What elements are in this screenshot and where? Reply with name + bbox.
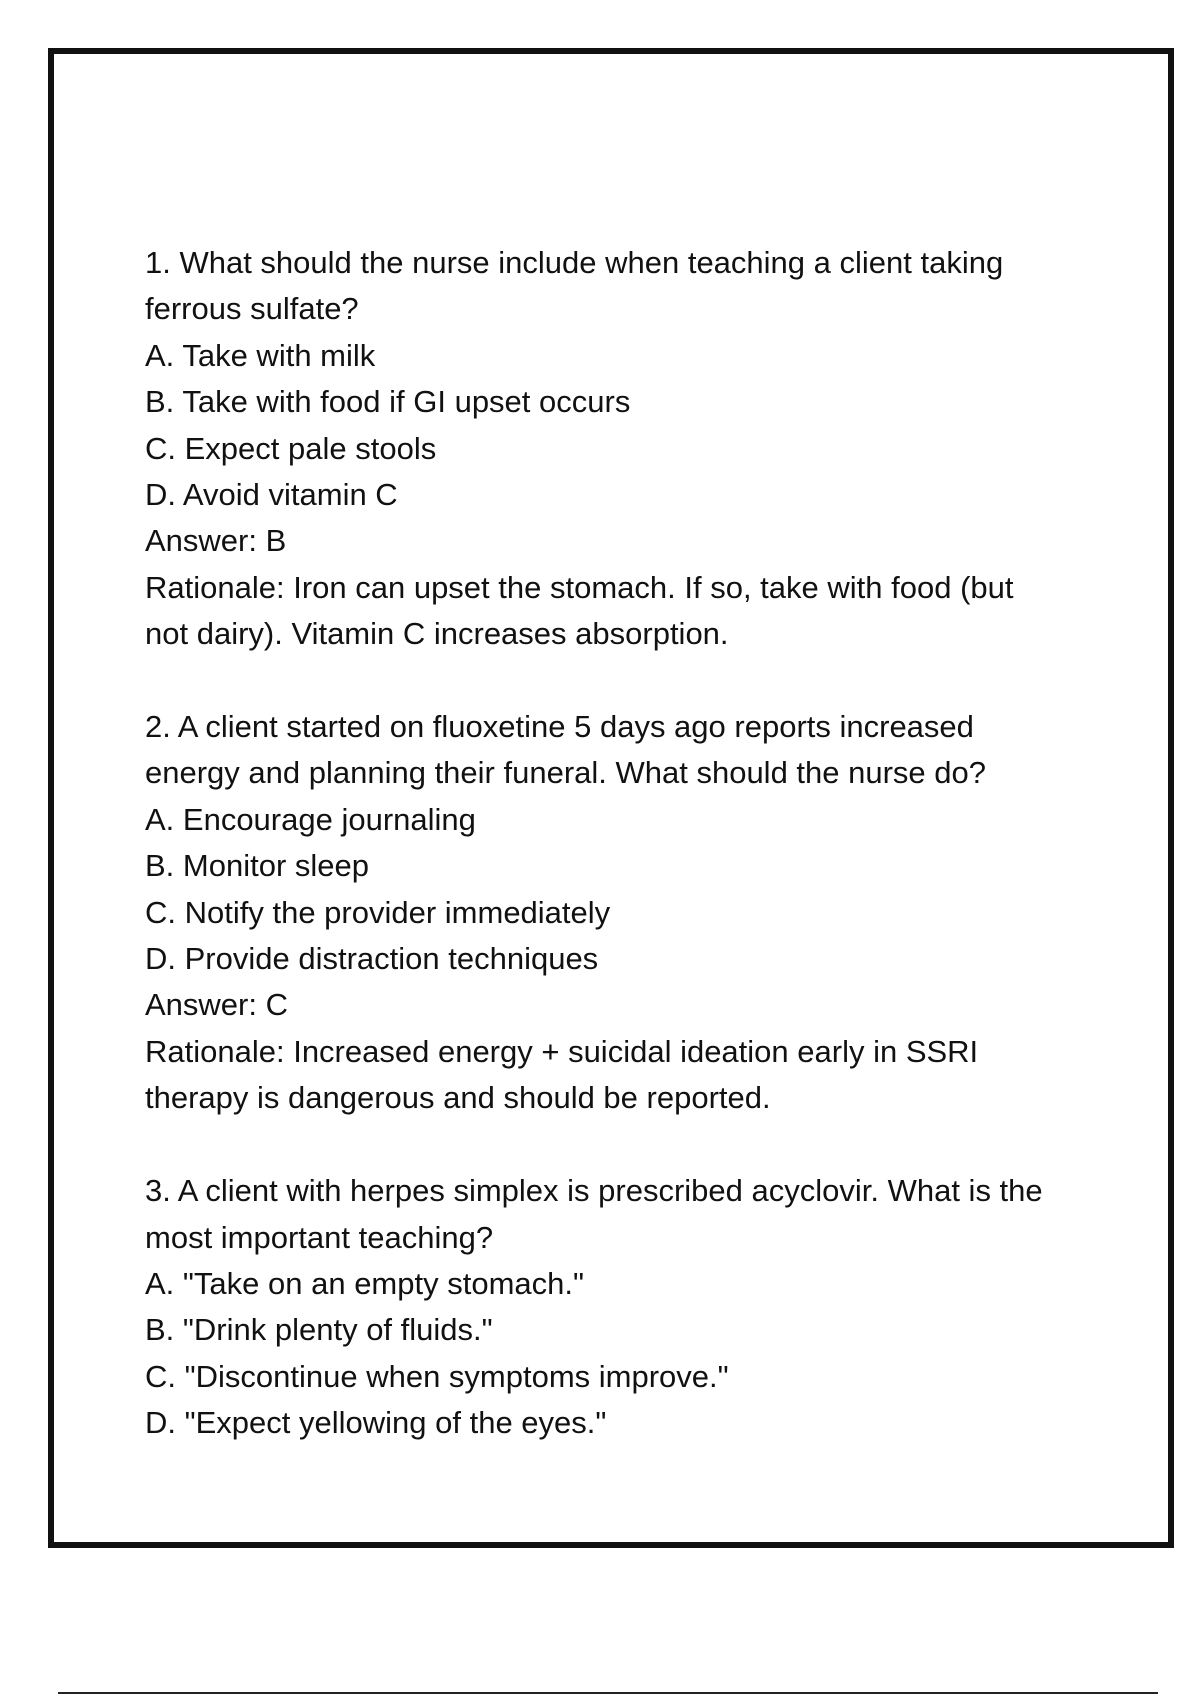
answer-option: C. Notify the provider immediately bbox=[145, 894, 611, 930]
answer-option: D. Avoid vitamin C bbox=[145, 477, 398, 513]
question-content bbox=[145, 240, 1095, 1447]
answer-option: C. "Discontinue when symptoms improve." bbox=[145, 1358, 729, 1394]
question-block-1 bbox=[145, 240, 1095, 658]
question-stem-line: energy and planning their funeral. What should the nurse do? bbox=[145, 755, 987, 791]
answer-key: Answer: B bbox=[145, 523, 287, 559]
question-stem-line: 3. A client with herpes simplex is prescribed acyclovir. What is the bbox=[145, 1173, 1043, 1209]
answer-key: Answer: C bbox=[145, 987, 288, 1023]
spacer bbox=[145, 1122, 1095, 1168]
answer-option: A. Take with milk bbox=[145, 337, 376, 373]
question-stem-line: 1. What should the nurse include when teaching a client taking bbox=[145, 245, 1004, 280]
answer-option: B. "Drink plenty of fluids." bbox=[145, 1312, 493, 1348]
rationale-line: Rationale: Increased energy + suicidal ideation early in SSRI bbox=[145, 1033, 979, 1069]
answer-option: B. Take with food if GI upset occurs bbox=[145, 384, 631, 420]
answer-option: B. Monitor sleep bbox=[145, 848, 369, 884]
answer-option: D. Provide distraction techniques bbox=[145, 941, 599, 977]
answer-option: D. "Expect yellowing of the eyes." bbox=[145, 1405, 607, 1441]
spacer bbox=[145, 658, 1095, 704]
question-stem-line: ferrous sulfate? bbox=[145, 291, 359, 327]
answer-option: C. Expect pale stools bbox=[145, 430, 437, 466]
question-stem-line: most important teaching? bbox=[145, 1219, 494, 1255]
question-block-2 bbox=[145, 704, 1095, 1122]
question-block-3 bbox=[145, 1168, 1095, 1446]
question-stem-line: 2. A client started on fluoxetine 5 days ago reports increased bbox=[145, 709, 974, 745]
rationale-line: Rationale: Iron can upset the stomach. If so, take with food (but bbox=[145, 569, 1014, 605]
answer-option: A. Encourage journaling bbox=[145, 801, 476, 837]
rationale-line: therapy is dangerous and should be reported. bbox=[145, 1080, 771, 1116]
answer-option: A. "Take on an empty stomach." bbox=[145, 1265, 584, 1301]
rationale-line: not dairy). Vitamin C increases absorption. bbox=[145, 616, 729, 652]
bottom-divider bbox=[58, 1692, 1158, 1694]
